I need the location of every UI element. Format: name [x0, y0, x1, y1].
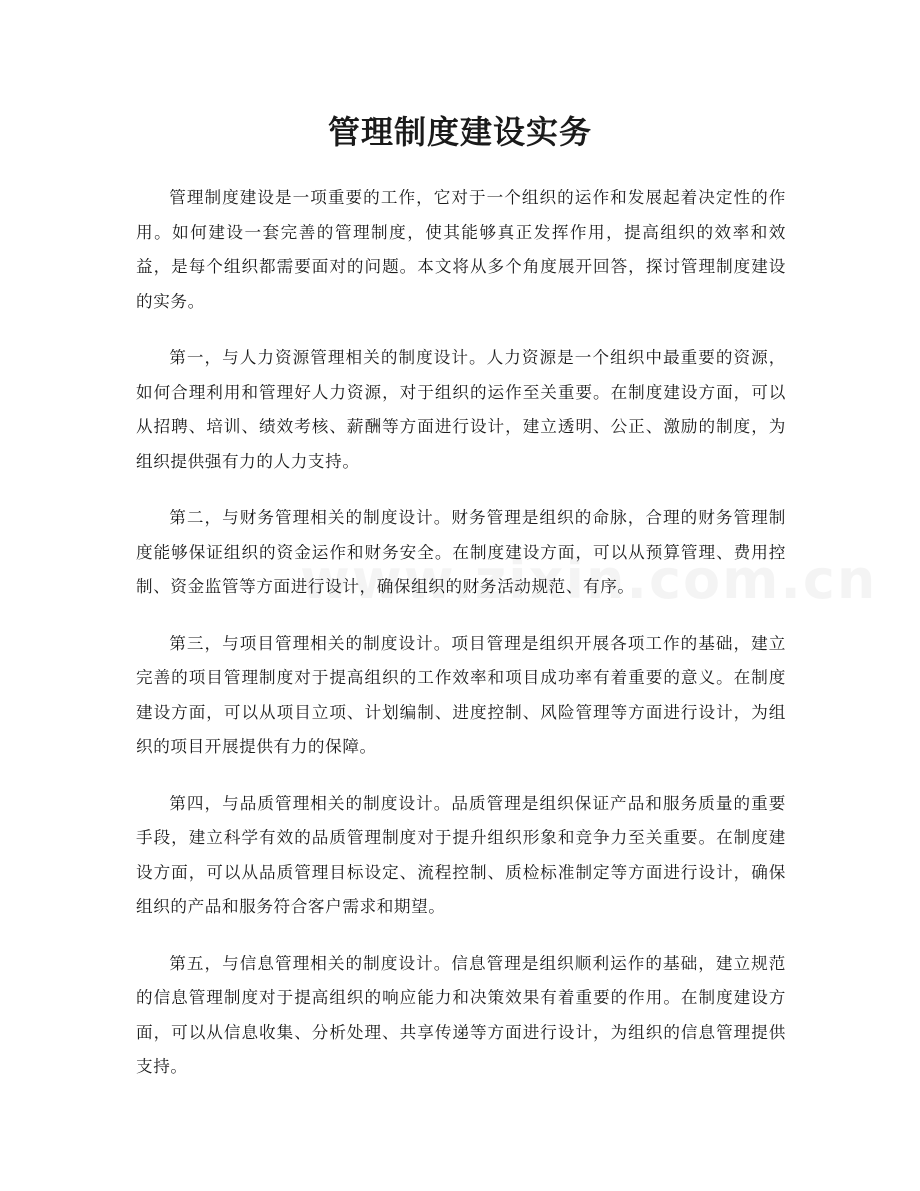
- paragraph-quality: 第四，与品质管理相关的制度设计。品质管理是组织保证产品和服务质量的重要手段，建立科学有效的品质管理制度对于提升组织形象和竞争力至关重要。在制度建设方面，可以从品质管理目标设定、流程控制、质检标准制定等方面进行设计，确保组织的产品和服务符合客户需求和期望。: [136, 793, 786, 916]
- paragraph-intro: 管理制度建设是一项重要的工作，它对于一个组织的运作和发展起着决定性的作用。如何建设一套完善的管理制度，使其能够真正发挥作用，提高组织的效率和效益，是每个组织都需要面对的问题。本文将从多个角度展开回答，探讨管理制度建设的实务。: [136, 188, 786, 311]
- paragraph-information: 第五，与信息管理相关的制度设计。信息管理是组织顺利运作的基础，建立规范的信息管理制度对于提高组织的响应能力和决策效果有着重要的作用。在制度建设方面，可以从信息收集、分析处理、共享传递等方面进行设计，为组织的信息管理提供支持。: [136, 953, 786, 1076]
- document-title: 管理制度建设实务: [327, 113, 592, 151]
- paragraph-hr: 第一，与人力资源管理相关的制度设计。人力资源是一个组织中最重要的资源，如何合理利用和管理好人力资源，对于组织的运作至关重要。在制度建设方面，可以从招聘、培训、绩效考核、薪酬等方面进行设计，建立透明、公正、激励的制度，为组织提供强有力的人力支持。: [136, 348, 786, 471]
- document-body: [136, 181, 786, 1107]
- paragraph-project: 第三，与项目管理相关的制度设计。项目管理是组织开展各项工作的基础，建立完善的项目管理制度对于提高组织的工作效率和项目成功率有着重要的意义。在制度建设方面，可以从项目立项、计划编制、进度控制、风险管理等方面进行设计，为组织的项目开展提供有力的保障。: [136, 633, 786, 756]
- paragraph-finance: 第二，与财务管理相关的制度设计。财务管理是组织的命脉，合理的财务管理制度能够保证组织的资金运作和财务安全。在制度建设方面，可以从预算管理、费用控制、资金监管等方面进行设计，确保组织的财务活动规范、有序。: [136, 508, 786, 596]
